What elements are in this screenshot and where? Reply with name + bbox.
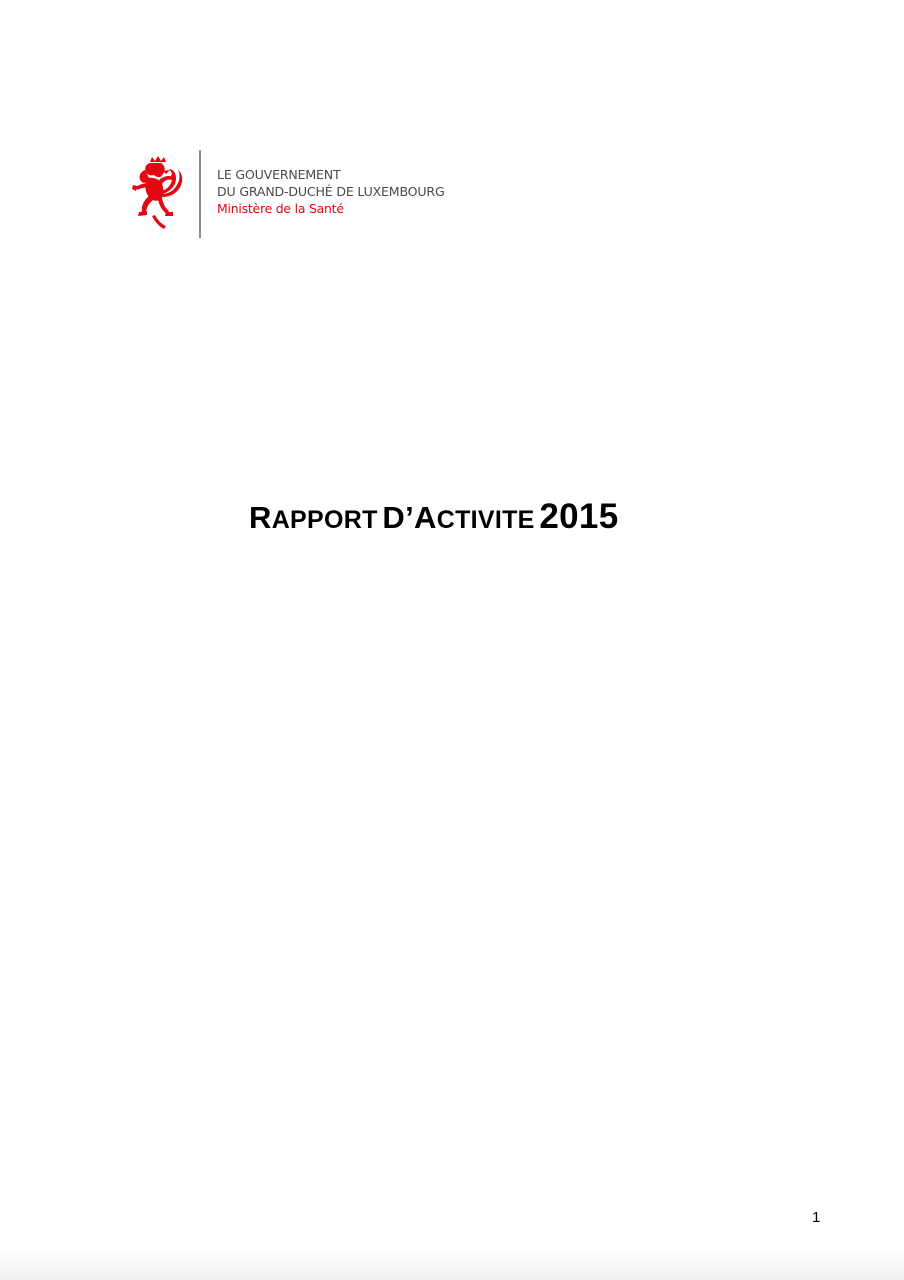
logo-divider xyxy=(199,150,201,238)
ministry-name: Ministère de la Santé xyxy=(217,201,344,216)
page-number: 1 xyxy=(812,1209,821,1226)
red-lion-icon xyxy=(128,156,186,230)
government-name xyxy=(217,166,445,217)
government-line-2: DU GRAND-DUCHÉ DE LUXEMBOURG xyxy=(217,184,445,199)
report-title: RAPPORT D’ACTIVITE 2015 xyxy=(249,497,619,536)
page-bottom-edge xyxy=(0,1250,904,1280)
government-logo xyxy=(126,150,486,238)
report-year: 2015 xyxy=(539,497,619,536)
government-line-1: LE GOUVERNEMENT xyxy=(217,167,341,182)
